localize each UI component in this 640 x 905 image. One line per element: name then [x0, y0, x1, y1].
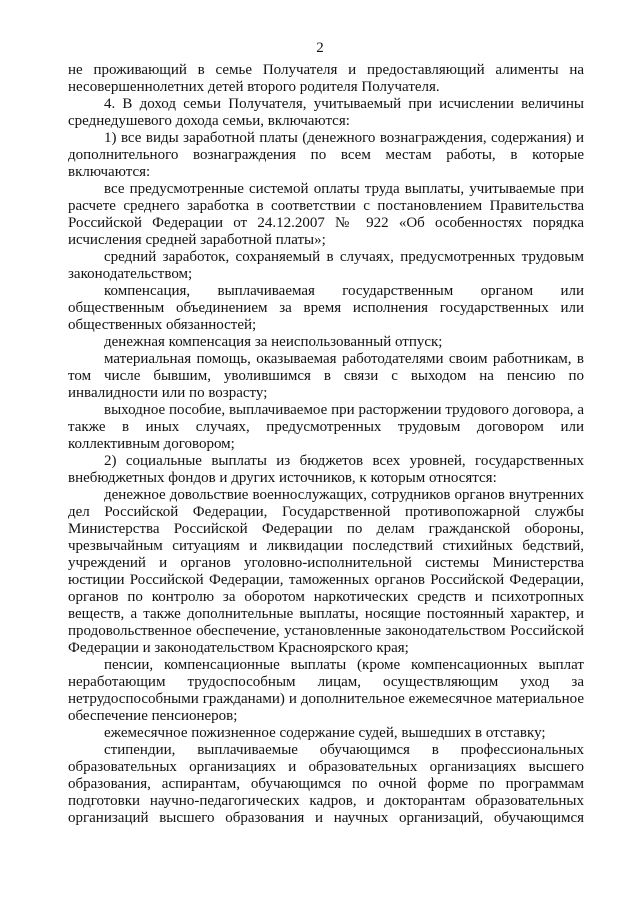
- paragraph: материальная помощь, оказываемая работодателями своим работникам, в том числе бывшим, уволившимся в связи с выходом на пенсию по инвалидности или по возрасту;: [68, 351, 584, 401]
- paragraph: денежная компенсация за неиспользованный отпуск;: [104, 334, 443, 350]
- paragraph: не проживающий в семье Получателя и предоставляющий алименты на несовершеннолетних детей второго родителя Получателя.: [68, 62, 584, 95]
- paragraph: компенсация, выплачиваемая государственным органом или общественным объединением за время исполнения государственных или общественных обязанностей;: [68, 283, 584, 333]
- paragraph: выходное пособие, выплачиваемое при расторжении трудового договора, а также в иных случаях, предусмотренных трудовым договором или коллективным договором;: [68, 402, 584, 452]
- paragraph: 1) все виды заработной платы (денежного вознаграждения, содержания) и дополнительного вознаграждения по всем местам работы, в которые включаются:: [68, 130, 584, 180]
- paragraph: пенсии, компенсационные выплаты (кроме компенсационных выплат неработающим трудоспособным лицам, осуществляющим уход за нетрудоспособными гражданами) и дополнительное ежемесячное материальное обеспечение пенсионеров;: [68, 657, 584, 724]
- paragraph: все предусмотренные системой оплаты труда выплаты, учитываемые при расчете среднего заработка в соответствии с постановлением Правительства Российской Федерации от 24.12.2007 № 922 «Об особенностях порядка исчисления средней заработной платы»;: [68, 181, 584, 248]
- paragraph: денежное довольствие военнослужащих, сотрудников органов внутренних дел Российской Федерации, Государственной противопожарной службы Министерства Российской Федерации по делам гражданской обороны, чрезвычайным ситуациям и ликвидации последствий стихийных бедствий, учреждений и органов уголовно-исполнительной системы Министерства юстиции Российской Федерации, таможенных органов Российской Федерации, органов по контролю за оборотом наркотических средств и психотропных веществ, а также дополнительные выплаты, носящие постоянный характер, и продовольственное обеспечение, установленные законодательством Российской Федерации и законодательством Красноярского края;: [68, 487, 584, 656]
- paragraph: ежемесячное пожизненное содержание судей, вышедших в отставку;: [104, 725, 546, 741]
- document-body: [68, 62, 584, 827]
- paragraph: 2) социальные выплаты из бюджетов всех уровней, государственных внебюджетных фондов и других источников, к которым относятся:: [68, 453, 584, 486]
- paragraph: средний заработок, сохраняемый в случаях, предусмотренных трудовым законодательством;: [68, 249, 584, 282]
- paragraph: стипендии, выплачиваемые обучающимся в профессиональных образовательных организациях и образовательных организациях высшего образования, аспирантам, обучающимся по очной форме по программам подготовки научно-педагогических кадров, и докторантам образовательных организаций высшего образования и научных организаций, обучающимся: [68, 742, 584, 826]
- paragraph: 4. В доход семьи Получателя, учитываемый при исчислении величины среднедушевого дохода семьи, включаются:: [68, 96, 584, 129]
- page-number: 2: [316, 40, 324, 56]
